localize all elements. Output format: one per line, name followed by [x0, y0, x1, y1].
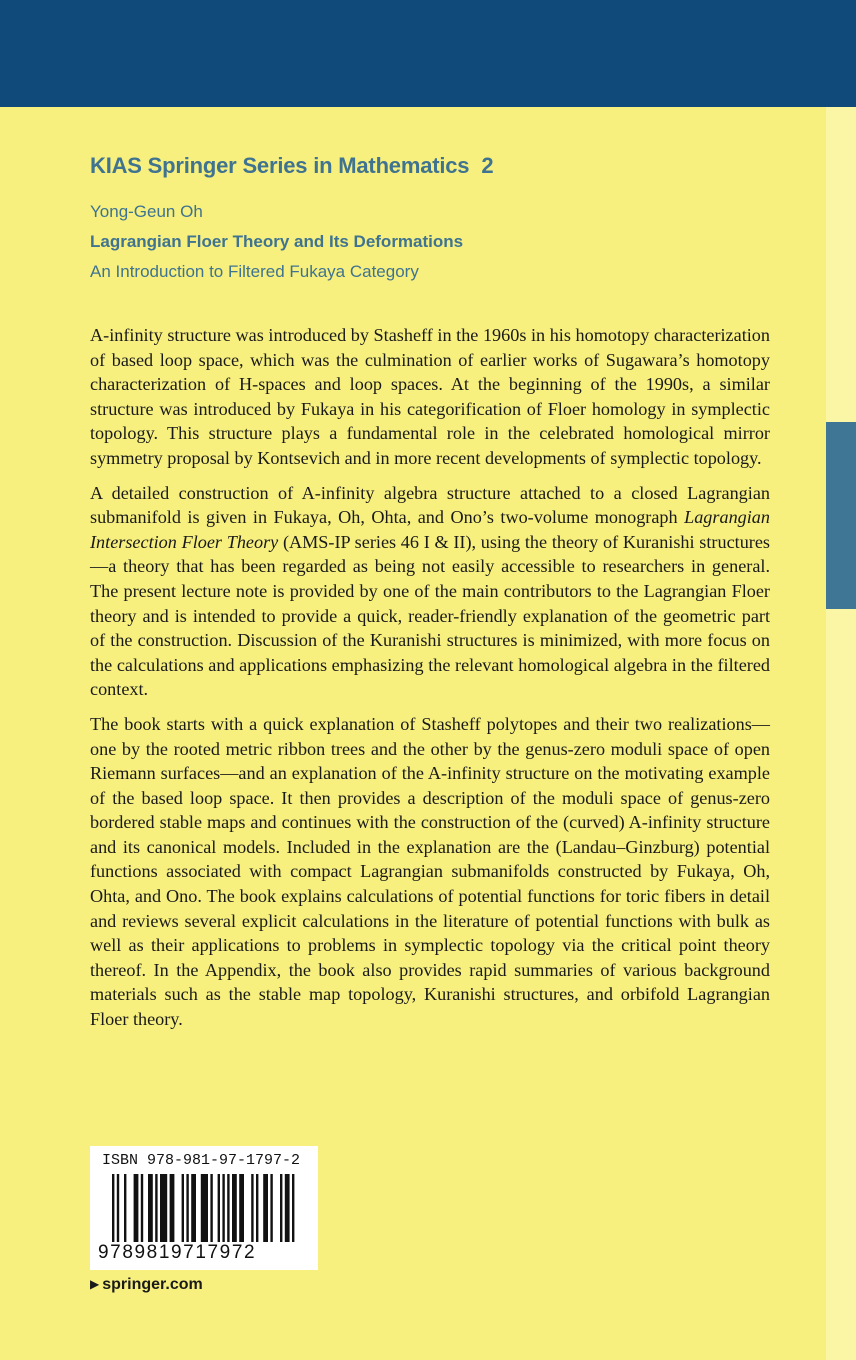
barcode-icon — [112, 1174, 300, 1244]
series-name: KIAS Springer Series in Mathematics — [90, 153, 470, 178]
monograph-title: Lagrangian Intersection Floer Theory — [90, 507, 770, 552]
barcode-bar — [112, 1174, 114, 1242]
spine-edge-strip — [826, 107, 856, 1360]
isbn-label: ISBN 978-981-97-1797-2 — [102, 1152, 301, 1169]
publisher-link[interactable] — [90, 1276, 203, 1294]
top-color-band — [0, 0, 856, 107]
blurb-paragraph-3: The book starts with a quick explanation of Stasheff polytopes and their two realizations—one by the rooted metric ribbon trees and the other by the genus-zero moduli space of open Riemann surfaces—and an explanation of the A-infinity structure on the motivating example of the based loop space. It then provides a description of the moduli space of genus-zero bordered stable maps and continues with the construction of the (curved) A-infinity structure and its canonical models. Included in the explanation are the (Landau–Ginzburg) potential functions associated with compact Lagrangian submanifolds constructed by Fukaya, Oh, Ohta, and Ono. The book explains calculations of potential functions for toric fibers in detail and reviews several explicit calculations in the literature of potential functions with bulk as well as their applications to problems in symplectic topology via the critical point theory thereof. In the Appendix, the book also provides rapid summaries of various background materials such as the stable map topology, Kuranishi structures, and orbifold Lagrangian Floer theory. — [90, 713, 770, 1030]
barcode-bar — [227, 1174, 229, 1242]
blurb-paragraph-2 — [90, 481, 770, 702]
barcode-bar — [141, 1174, 143, 1242]
barcode-digits: 9789819717972 — [98, 1242, 257, 1263]
barcode-bar — [280, 1174, 282, 1242]
book-author: Yong-Geun Oh — [90, 202, 203, 221]
barcode-bar — [256, 1174, 258, 1242]
blurb — [90, 323, 770, 1042]
blurb-paragraph-2-intro: A detailed construction of A-infinity algebra structure attached to a closed Lagrangian submanifold is given in Fukaya, Oh, Ohta, and Ono’s two-volume monograph — [90, 482, 770, 528]
barcode-box — [90, 1146, 318, 1270]
barcode-bar — [124, 1174, 126, 1242]
barcode-bar — [239, 1174, 244, 1242]
barcode-bar — [292, 1174, 294, 1242]
barcode-bar — [170, 1174, 175, 1242]
series-title — [90, 153, 493, 179]
barcode-bar — [186, 1174, 188, 1242]
barcode-bar — [251, 1174, 253, 1242]
barcode-bar — [155, 1174, 157, 1242]
blurb-paragraph-1: A-infinity structure was introduced by Stasheff in the 1960s in his homotopy characterization of based loop space, which was the culmination of earlier works of Sugawara’s homotopy characterization of H-spaces and loop spaces. At the beginning of the 1990s, a similar structure was introduced by Fukaya in his categorification of Floer homology in symplectic topology. This structure plays a fundamental role in the celebrated homological mirror symmetry proposal by Kontsevich and in more recent developments of symplectic topology. — [90, 325, 770, 468]
book-subtitle: An Introduction to Filtered Fukaya Category — [90, 262, 419, 281]
barcode-bar — [270, 1174, 272, 1242]
barcode-bar — [191, 1174, 196, 1242]
barcode-bar — [117, 1174, 119, 1242]
publisher-url: springer.com — [102, 1276, 203, 1293]
barcode-bar — [134, 1174, 139, 1242]
series-number: 2 — [481, 153, 494, 178]
barcode-bar — [148, 1174, 153, 1242]
barcode-bar — [182, 1174, 184, 1242]
barcode-bar — [263, 1174, 268, 1242]
barcode-bar — [201, 1174, 208, 1242]
triangle-right-icon: ▶ — [90, 1277, 100, 1291]
blurb-paragraph-2-rest: (AMS-IP series 46 I & II), using the theory of Kuranishi structures—a theory that has been regarded as being not easily accessible to researchers in general. The present lecture note is provided by one of the main contributors to the Lagrangian Floer theory and is intended to provide a quick, reader-friendly explanation of the geometric part of the construction. Discussion of the Kuranishi structures is minimized, with more focus on the calculations and applications emphasizing the relevant homological algebra in the filtered context. — [90, 531, 770, 700]
spine-marker-tab — [826, 422, 856, 609]
barcode-bar — [222, 1174, 224, 1242]
book-title: Lagrangian Floer Theory and Its Deformations — [90, 232, 464, 251]
barcode-bar — [285, 1174, 290, 1242]
barcode-bar — [210, 1174, 212, 1242]
barcode-bar — [218, 1174, 220, 1242]
barcode-bar — [160, 1174, 167, 1242]
barcode-bar — [232, 1174, 237, 1242]
